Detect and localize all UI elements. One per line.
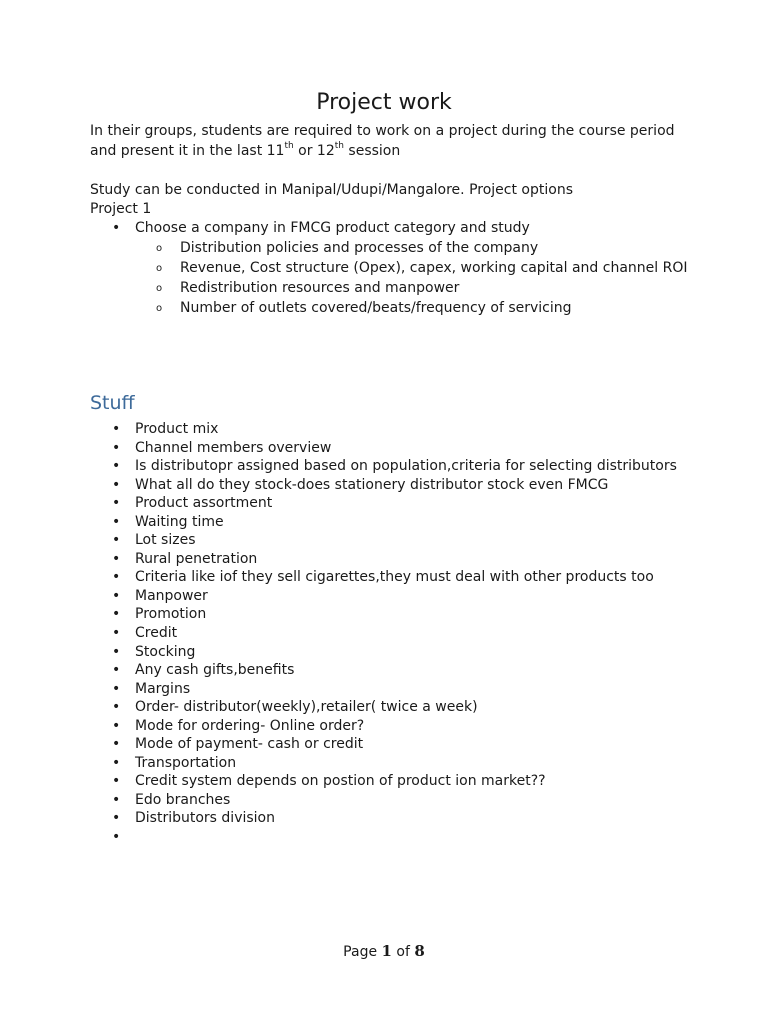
list-item — [90, 624, 730, 643]
bullet-icon: • — [112, 458, 121, 475]
bullet-icon: • — [112, 810, 121, 827]
list-item — [90, 494, 730, 513]
circle-bullet-icon: o — [156, 243, 163, 254]
sub-item-text: Number of outlets covered/beats/frequency of servicing — [180, 300, 572, 316]
bullet-icon: • — [112, 513, 121, 530]
list-item — [90, 754, 730, 773]
bullet-icon: • — [112, 754, 121, 771]
list-item-text: Lot sizes — [135, 532, 196, 549]
list-item — [90, 772, 730, 791]
list-item-text: Criteria like iof they sell cigarettes,they must deal with other products too — [135, 569, 654, 586]
stuff-heading: Stuff — [90, 392, 135, 414]
intro-paragraph — [90, 121, 690, 161]
bullet-icon: • — [112, 532, 121, 549]
list-item-text: Rural penetration — [135, 550, 258, 567]
list-item-text: Promotion — [135, 606, 207, 623]
list-item-text: Credit — [135, 625, 178, 642]
current-page-number: 1 — [381, 942, 392, 960]
list-item-text: Product assortment — [135, 495, 273, 512]
list-item-text: Credit system depends on postion of product ion market?? — [135, 773, 546, 790]
list-item-text: Stocking — [135, 643, 196, 660]
circle-bullet-icon: o — [156, 263, 163, 274]
sub-list-item — [90, 258, 690, 278]
page-title: Project work — [316, 90, 452, 115]
list-item-text: Is distributopr assigned based on population,criteria for selecting distributors — [135, 458, 677, 475]
list-item — [90, 420, 730, 439]
bullet-icon: • — [112, 791, 121, 808]
circle-bullet-icon: o — [156, 283, 163, 294]
list-item-text: Product mix — [135, 421, 219, 437]
list-item — [90, 680, 730, 699]
list-item-text: Margins — [135, 680, 191, 697]
bullet-icon: • — [112, 550, 121, 567]
sub-item-text: Distribution policies and processes of the company — [180, 240, 539, 256]
bullet-icon: • — [112, 587, 121, 604]
list-item — [90, 457, 730, 476]
bullet-icon: • — [112, 643, 121, 660]
bullet-icon: • — [112, 439, 121, 456]
list-item — [90, 698, 730, 717]
list-item-text: What all do they stock-does stationery distributor stock even FMCG — [135, 476, 609, 493]
list-item — [90, 531, 730, 550]
list-item-text: Manpower — [135, 587, 208, 604]
list-item — [90, 809, 730, 828]
bullet-icon: • — [112, 829, 121, 846]
sub-list-item — [90, 278, 690, 298]
list-item — [90, 828, 730, 847]
list-item — [90, 587, 730, 606]
intro-line-1: In their groups, students are required to work on a project during the course period — [90, 123, 675, 139]
list-item-text: Distributors division — [135, 810, 275, 827]
list-item-text: Channel members overview — [135, 439, 332, 456]
list-item — [90, 717, 730, 736]
sub-list-item — [90, 298, 690, 318]
bullet-icon: • — [112, 717, 121, 734]
study-line: Study can be conducted in Manipal/Udupi/Mangalore. Project options — [90, 182, 573, 198]
bullet-icon: • — [112, 606, 121, 623]
superscript-th-2: th — [334, 141, 344, 152]
list-item — [90, 643, 730, 662]
bullet-icon: • — [112, 625, 121, 642]
bullet-icon: • — [112, 736, 121, 753]
list-item — [90, 568, 730, 587]
bullet-icon: • — [112, 476, 121, 493]
list-item-text: Mode for ordering- Online order? — [135, 717, 365, 734]
list-item-text: Mode of payment- cash or credit — [135, 736, 364, 753]
intro-line-2-mid: or 12 — [293, 143, 335, 159]
list-item — [90, 218, 690, 238]
project-label: Project 1 — [90, 201, 152, 217]
list-item — [90, 605, 730, 624]
list-item-text: Waiting time — [135, 513, 224, 530]
bullet-icon: • — [112, 421, 121, 437]
list-item-text: Transportation — [135, 754, 237, 771]
list-item-text: Edo branches — [135, 791, 231, 808]
bullet-icon: • — [112, 662, 121, 679]
project-list — [90, 218, 690, 318]
sub-item-text: Revenue, Cost structure (Opex), capex, working capital and channel ROI — [180, 260, 688, 276]
list-item — [90, 439, 730, 458]
project-item-text: Choose a company in FMCG product category and study — [135, 220, 530, 236]
bullet-icon: • — [112, 569, 121, 586]
list-item — [90, 661, 730, 680]
page-word: Page — [343, 944, 378, 960]
circle-bullet-icon: o — [156, 303, 163, 314]
list-item — [90, 791, 730, 810]
list-item — [90, 513, 730, 532]
list-item — [90, 476, 730, 495]
bullet-icon: • — [112, 495, 121, 512]
stuff-list — [90, 420, 730, 847]
list-item-text: Any cash gifts,benefits — [135, 662, 295, 679]
of-word: of — [396, 944, 410, 960]
bullet-icon: • — [112, 773, 121, 790]
bullet-icon: • — [112, 220, 121, 236]
list-item — [90, 735, 730, 754]
sub-item-text: Redistribution resources and manpower — [180, 280, 460, 296]
page-footer — [0, 942, 768, 960]
superscript-th-1: th — [284, 141, 294, 152]
bullet-icon: • — [112, 680, 121, 697]
sub-list-item — [90, 238, 690, 258]
bullet-icon: • — [112, 699, 121, 716]
list-item-text: Order- distributor(weekly),retailer( twice a week) — [135, 699, 478, 716]
total-pages-number: 8 — [414, 942, 425, 960]
intro-line-2-start: and present it in the last 11 — [90, 143, 285, 159]
list-item — [90, 550, 730, 569]
intro-line-2-end: session — [343, 143, 401, 159]
